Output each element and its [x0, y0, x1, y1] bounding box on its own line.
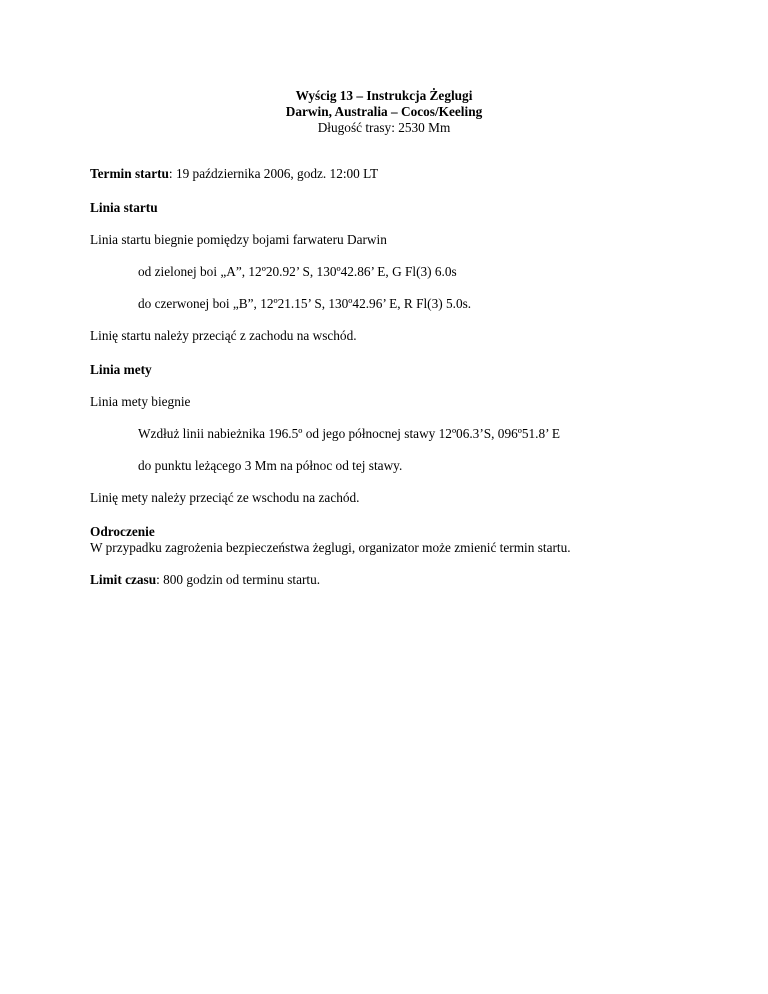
time-limit-label: Limit czasu — [90, 572, 157, 587]
start-line-point-a: od zielonej boi „A”, 12º20.92’ S, 130º42.86’ E, G Fl(3) 6.0s — [138, 264, 457, 279]
start-time-line — [90, 166, 378, 182]
start-line-heading: Linia startu — [90, 200, 158, 215]
finish-line-intro: Linia mety biegnie — [90, 394, 191, 409]
finish-line-point-a: Wzdłuż linii nabieżnika 196.5º od jego północnej stawy 12º06.3’S, 096º51.8’ E — [138, 426, 561, 441]
start-line-point-b: do czerwonej boi „B”, 12º21.15’ S, 130º42.96’ E, R Fl(3) 5.0s. — [138, 296, 472, 311]
finish-line-heading: Linia mety — [90, 362, 152, 377]
time-limit-line — [90, 572, 320, 588]
start-line-intro: Linia startu biegnie pomiędzy bojami farwateru Darwin — [90, 232, 387, 247]
title-block — [0, 88, 768, 136]
route-length: Długość trasy: 2530 Mm — [317, 120, 451, 135]
route-title: Darwin, Australia – Cocos/Keeling — [285, 104, 483, 119]
time-limit-value: : 800 godzin od terminu startu. — [156, 572, 321, 587]
postponement-text: W przypadku zagrożenia bezpieczeństwa żeglugi, organizator może zmienić termin startu. — [90, 540, 571, 555]
postponement-heading: Odroczenie — [90, 524, 155, 539]
document-title: Wyścig 13 – Instrukcja Żeglugi — [295, 88, 473, 103]
start-time-label: Termin startu — [90, 166, 169, 181]
start-time-value: : 19 października 2006, godz. 12:00 LT — [168, 166, 379, 181]
finish-line-crossing: Linię mety należy przeciąć ze wschodu na zachód. — [90, 490, 360, 505]
start-line-crossing: Linię startu należy przeciąć z zachodu na wschód. — [90, 328, 357, 343]
finish-line-point-b: do punktu leżącego 3 Mm na północ od tej stawy. — [138, 458, 403, 473]
